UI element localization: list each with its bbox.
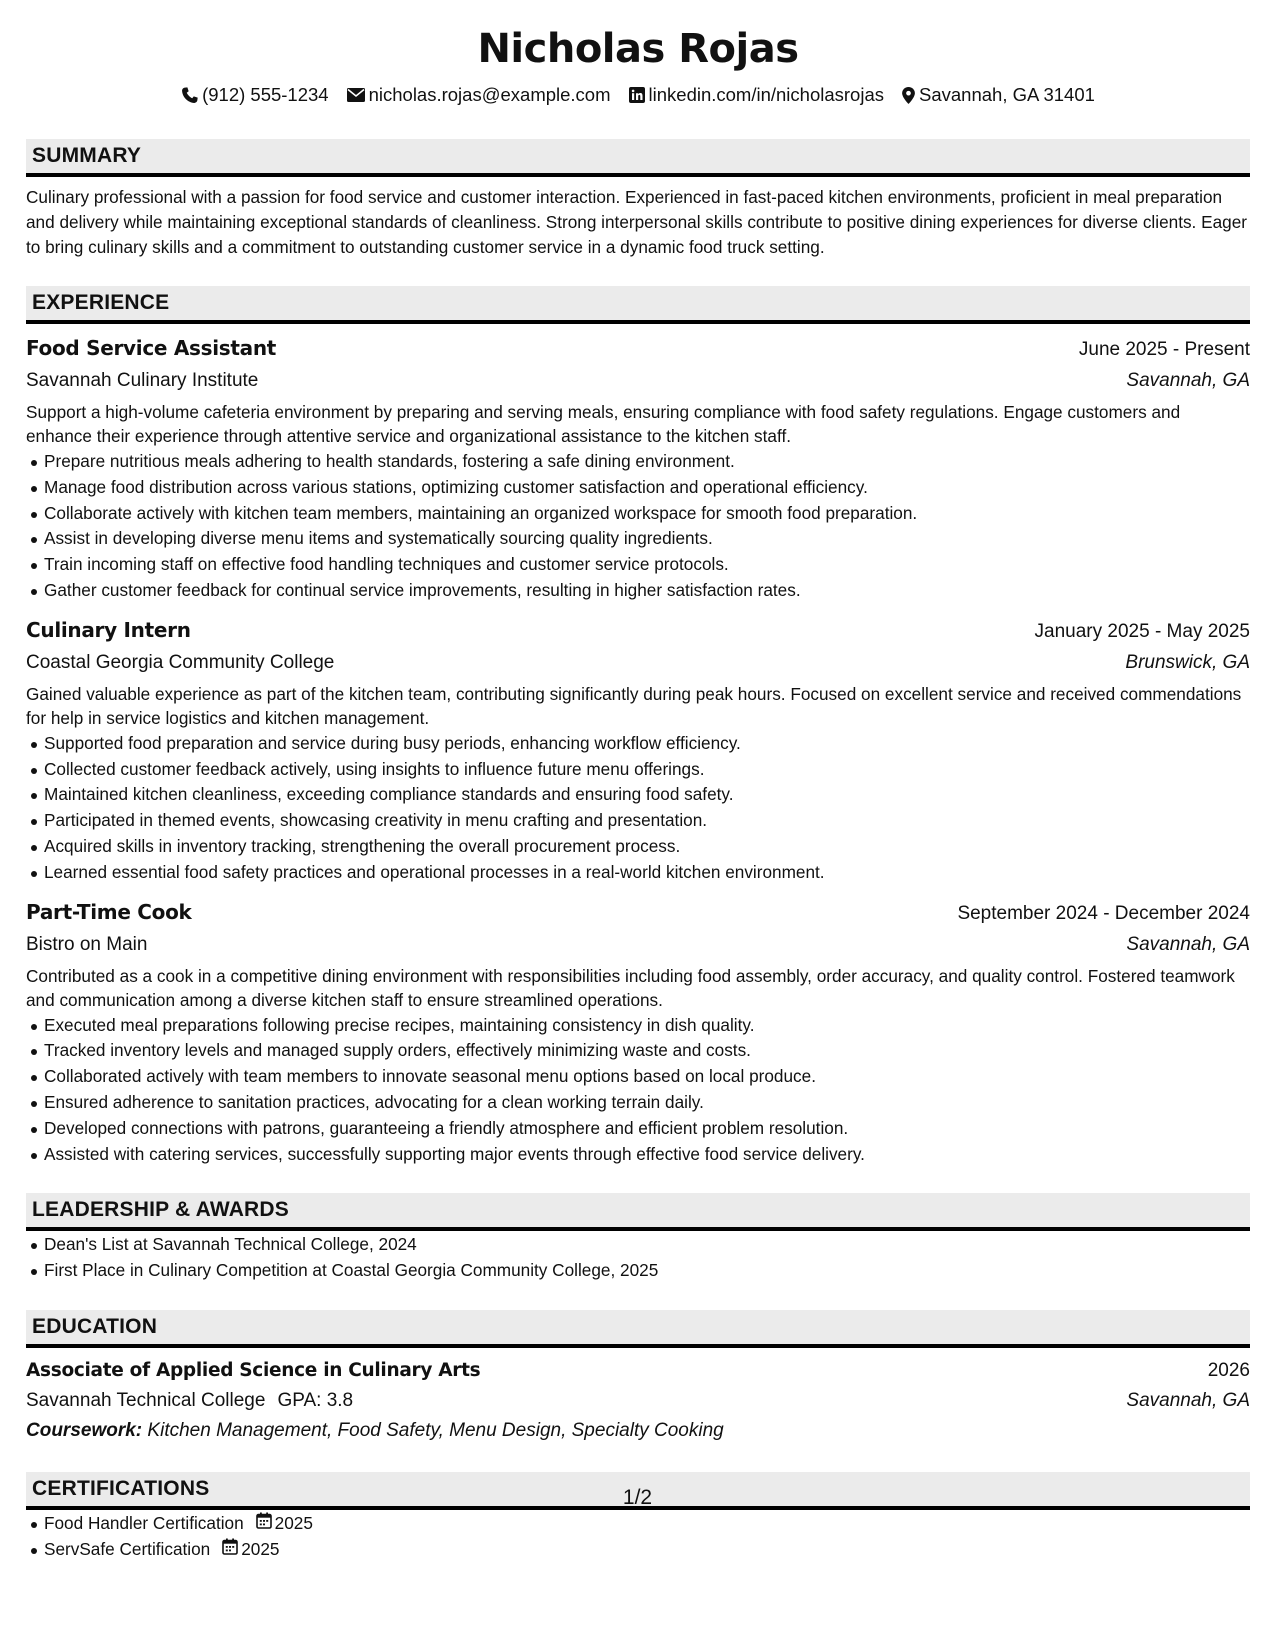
coursework-list: Kitchen Management, Food Safety, Menu Design, Specialty Cooking [147,1419,724,1441]
contact-location [902,80,1095,110]
calendar-icon [256,1511,272,1537]
job-bullet: Learned essential food safety practices and operational processes in a real-world kitchen environment. [26,860,1250,886]
job-bullet: Maintained kitchen cleanliness, exceeding compliance standards and ensuring food safety. [26,782,1250,808]
contact-bar [26,80,1250,110]
coursework-line [26,1416,1250,1446]
contact-linkedin[interactable] [629,80,884,110]
coursework-label: Coursework: [26,1419,143,1441]
email-link[interactable]: nicholas.rojas@example.com [368,84,611,105]
job-bullet: Tracked inventory levels and managed supply orders, effectively minimizing waste and costs. [26,1038,1250,1064]
job-organization: Coastal Georgia Community College [26,651,335,673]
certification-name: ServSafe Certification [44,1538,211,1559]
job-bullet: Collaborated actively with team members to innovate seasonal menu options based on local produce. [26,1064,1250,1090]
leadership-section-header: LEADERSHIP & AWARDS [26,1193,1250,1231]
resume-page [26,18,1250,1563]
job-organization: Bistro on Main [26,933,148,955]
map-pin-icon [902,87,915,104]
job-title: Culinary Intern [26,617,191,642]
job-location: Savannah, GA [1126,933,1250,955]
job-bullet: Collected customer feedback actively, using insights to influence future menu offerings. [26,757,1250,783]
linkedin-link[interactable]: linkedin.com/in/nicholasrojas [648,84,884,105]
job-entry [26,332,1250,604]
job-organization: Savannah Culinary Institute [26,370,259,391]
school-location: Savannah, GA [1126,1389,1250,1411]
phone-icon [181,87,198,104]
page-number: 1/2 [622,1486,653,1509]
job-bullet: Supported food preparation and service during busy periods, enhancing workflow efficiency. [26,731,1250,757]
job-dates: January 2025 - May 2025 [1034,620,1250,642]
job-bullet: Developed connections with patrons, guaranteeing a friendly atmosphere and efficient problem resolution. [26,1116,1250,1142]
job-bullet: Executed meal preparations following precise recipes, maintaining consistency in dish quality. [26,1013,1250,1039]
location-text: Savannah, GA 31401 [919,84,1095,105]
certifications-section-header: CERTIFICATIONS [26,1472,1250,1510]
summary-text: Culinary professional with a passion for food service and customer interaction. Experienced in fast-paced kitchen environments, proficient in meal preparation and delivery while maintaining exceptional standards of cleanliness. Strong interpersonal skills contribute to positive dining experiences for diverse clients. Eager to bring culinary skills and a commitment to outstanding customer service in a dynamic food truck setting. [26,187,1247,257]
job-dates: September 2024 - December 2024 [957,902,1250,924]
school-name: Savannah Technical College [26,1389,266,1411]
calendar-icon [222,1537,238,1563]
graduation-year: 2026 [1207,1359,1250,1381]
job-description: Contributed as a cook in a competitive dining environment with responsibilities including food assembly, order accuracy, and quality control. Fostered teamwork and communication among a diverse kitchen staff to ensure streamlined operations. [26,965,1235,1010]
job-description: Support a high-volume cafeteria environment by preparing and serving meals, ensuring compliance with food safety regulations. Engage customers and enhance their experience through attentive service and organizational assistance to the kitchen staff. [26,402,1181,446]
job-bullet: Prepare nutritious meals adhering to health standards, fostering a safe dining environment. [26,449,1250,475]
job-bullets [26,449,1250,604]
gpa: GPA: 3.8 [277,1389,354,1411]
linkedin-icon [629,87,645,103]
job-location: Brunswick, GA [1125,651,1250,673]
job-bullets [26,1013,1250,1168]
job-description: Gained valuable experience as part of the kitchen team, contributing significantly during peak hours. Focused on excellent service and received commendations for help in service logistics and kitchen management. [26,683,1242,728]
job-bullet: Manage food distribution across various stations, optimizing customer satisfaction and operational efficiency. [26,475,1250,501]
job-entry [26,614,1250,886]
award-item: First Place in Culinary Competition at Coastal Georgia Community College, 2025 [26,1258,1250,1284]
award-item: Dean's List at Savannah Technical College, 2024 [26,1232,1250,1258]
certification-name: Food Handler Certification [44,1512,244,1533]
job-bullet: Acquired skills in inventory tracking, strengthening the overall procurement process. [26,834,1250,860]
job-bullet: Participated in themed events, showcasing creativity in menu crafting and presentation. [26,808,1250,834]
degree-title: Associate of Applied Science in Culinary Arts [26,1359,481,1381]
phone-text: (912) 555-1234 [202,84,329,105]
job-bullet: Assisted with catering services, successfully supporting major events through effective food service delivery. [26,1142,1250,1168]
job-bullet: Gather customer feedback for continual service improvements, resulting in higher satisfaction rates. [26,578,1250,604]
job-location: Savannah, GA [1126,370,1250,391]
education-entry [26,1356,1250,1446]
education-section-header: EDUCATION [26,1310,1250,1348]
job-bullet: Train incoming staff on effective food handling techniques and customer service protocols. [26,552,1250,578]
certifications-list [26,1511,1250,1563]
awards-list [26,1232,1250,1284]
job-dates: June 2025 - Present [1078,339,1250,360]
contact-email[interactable] [347,80,611,110]
job-title: Food Service Assistant [26,336,277,360]
certification-item [26,1537,1250,1563]
certification-year: 2025 [274,1512,313,1533]
summary-section-header: SUMMARY [26,139,1250,177]
candidate-name: Nicholas Rojas [477,26,799,72]
job-entry [26,896,1250,1168]
certification-year: 2025 [241,1538,280,1559]
job-title: Part-Time Cook [26,899,192,924]
job-bullet: Ensured adherence to sanitation practices, advocating for a clean working terrain daily. [26,1090,1250,1116]
certification-item [26,1511,1250,1537]
contact-phone [181,80,329,110]
job-bullet: Assist in developing diverse menu items and systematically sourcing quality ingredients. [26,526,1250,552]
experience-section-header: EXPERIENCE [26,286,1250,324]
job-bullet: Collaborate actively with kitchen team members, maintaining an organized workspace for smooth food preparation. [26,501,1250,527]
envelope-icon [347,88,365,102]
school-line [26,1386,353,1416]
job-bullets [26,731,1250,886]
